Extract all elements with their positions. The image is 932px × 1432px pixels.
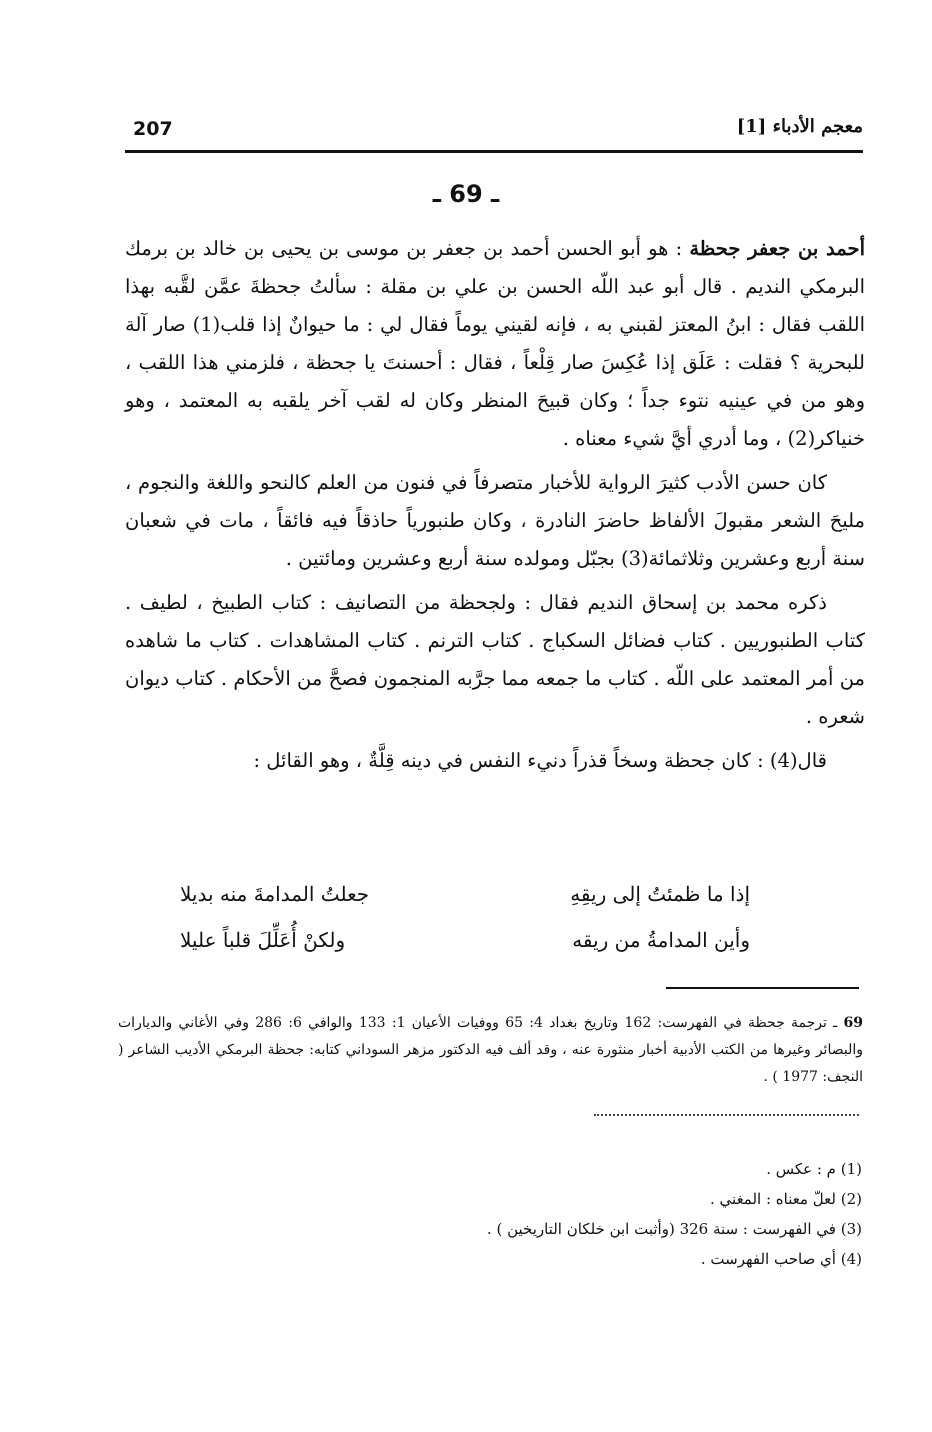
paragraph-4: قال(4) : كان جحظة وسخاً قذراً دنيء النفس في دينه قِلَّةٌ ، وهو القائل : — [253, 749, 827, 772]
paragraph-2: كان حسن الأدب كثيرَ الرواية للأخبار متصرفاً في فنون من العلم كالنحو واللغة والنجوم ، مليحَ الشعر مقبولَ الألفاظ حاضرَ النادرة ، وكان طنبورياً حاذقاً فيه فائقاً ، مات في شعبان سنة أربع وعشرين وثلاثمائة(3) بجبّل ومولده سنة أربع وعشرين ومائتين . — [125, 471, 865, 570]
verse-line-2 — [180, 928, 750, 966]
footnotes — [162, 1154, 862, 1274]
paragraph-1 — [125, 230, 865, 458]
biography-note — [118, 1010, 863, 1091]
main-text — [125, 230, 865, 786]
verse-2-second-hemistich: ولكنْ أُعَلِّلَ قلباً عليلا — [180, 928, 346, 952]
verse-1-first-hemistich: إذا ما ظمئتُ إلى ريقِهِ — [570, 882, 750, 906]
dotted-separator — [594, 1114, 859, 1116]
verse-2-first-hemistich: وأين المدامةُ من ريقه — [572, 928, 750, 952]
entry-number: ـ 69 ـ — [432, 180, 500, 208]
verse-line-1 — [180, 882, 750, 920]
footnote-rule — [666, 987, 859, 989]
page-number: 207 — [133, 118, 173, 140]
footnote-2: (2) لعلّ معناه : المغني . — [710, 1190, 862, 1208]
footnote-1: (1) م : عكس . — [766, 1160, 862, 1178]
running-head — [125, 112, 863, 142]
biography-note-number: 69 — [843, 1015, 864, 1031]
footnote-4: (4) أي صاحب الفهرست . — [700, 1250, 862, 1268]
verse-1-second-hemistich: جعلتُ المدامةَ منه بديلا — [180, 882, 370, 906]
paragraph-3: ذكره محمد بن إسحاق النديم فقال : ولجحظة من التصانيف : كتاب الطبيخ ، لطيف . كتاب الطنبوريين . كتاب فضائل السكباج . كتاب الترنم . كتاب المشاهدات . كتاب ما شاهده من أمر المعتمد على اللّه . كتاب ما جمعه مما جرَّبه المنجمون فصحَّ من الأحكام . كتاب ديوان شعره . — [125, 591, 865, 728]
biography-note-text: ـ ترجمة جحظة في الفهرست: 162 وتاريخ بغداد 4: 65 ووفيات الأعيان 1: 133 والوافي 6: 286 وفي الأغاني والديارات والبصائر وغيرها من الكتب الأدبية أخبار منثورة عنه ، وقد ألف فيه الدكتور مزهر السوداني كتابه: جحظة البرمكي الأديب الشاعر ( النجف: 1977 ) . — [118, 1015, 863, 1085]
paragraph-1-text: : هو أبو الحسن أحمد بن جعفر بن موسى بن يحيى بن خالد بن برمك البرمكي النديم . قال أبو عبد اللّه الحسن بن علي بن مقلة : سألتُ جحظةَ عمَّن لقَّبه بهذا اللقب فقال : ابنُ المعتز لقبني به ، فإنه لقيني يوماً فقال لي : ما حيوانٌ إذا قلب(1) صار آلة للبحرية ؟ فقلت : عَلَق إذا عُكِسَ صار قِلْعاً ، فقال : أحسنتَ يا جحظة ، فلزمني هذا اللقب ، وهو من في عينيه نتوء جداً ؛ وكان قبيحَ المنظر وكان له لقب آخر يلقبه به المعتمد ، وهو خنياكر(2) ، وما أدري أيَّ شيء معناه . — [125, 237, 865, 450]
header-rule — [125, 150, 863, 153]
book-title: معجم الأدباء [1] — [736, 116, 863, 137]
entry-name: أحمد بن جعفر جحظة — [689, 237, 866, 260]
footnote-3: (3) في الفهرست : سنة 326 (وأثبت ابن خلكان التاريخين ) . — [486, 1220, 862, 1238]
